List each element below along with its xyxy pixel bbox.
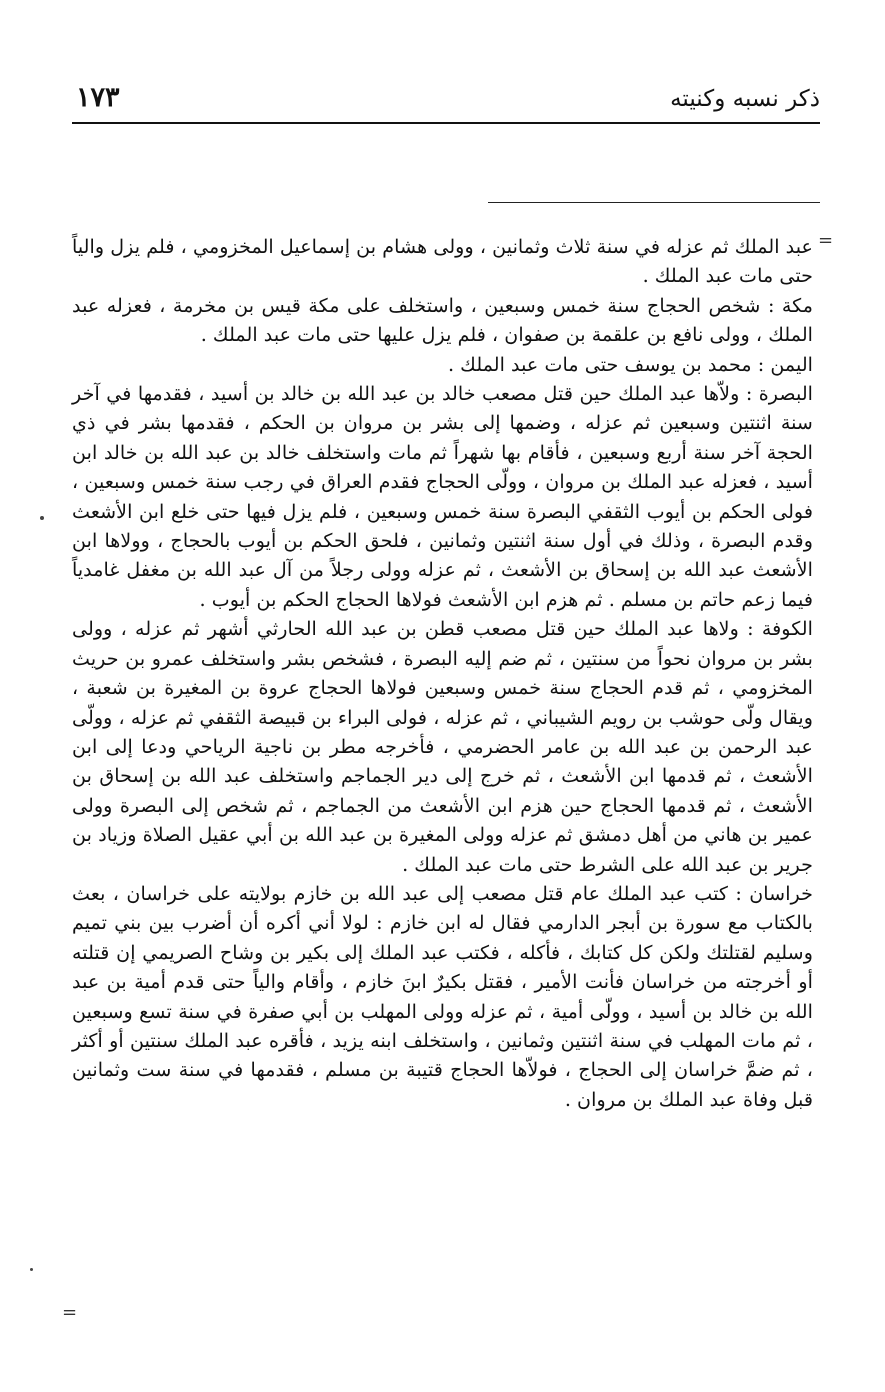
paragraph-label: الكوفة : — [747, 617, 813, 641]
paragraph-text: ولاّها عبد الملك حين قتل مصعب خالد بن عبد الله بن خالد بن أسيد ، فقدمها في آخر سنة اثنتين وسبعين ثم عزله ، وضمها إلى بشر بن مروان بن الحكم ، فقدمها بشر في ذي الحجة آخر سنة أربع وسبعين ، فأقام بها شهراً ثم مات واستخلف خالد بن عبد الله بن خالد ابن أسيد ، فعزله عبد الملك بن مروان ، وولّى الحجاج فقدم العراق في رجب سنة خمس وسبعين ، فولى الحكم بن أيوب الثقفي البصرة سنة خمس وسبعين ، فلم يزل فيها حتى خلع ابن الأشعث وقدم البصرة ، وذلك في أول سنة اثنتين وثمانين ، فلحق الحكم بن أيوب بالحجاج ، وولاها ابن الأشعث عبد الله بن إسحاق بن الأشعث ، ثم عزله وولى رجلاً من آل عبد الله بن مغفل غامدياً فيما زعم حاتم بن مسلم . ثم هزم ابن الأشعث فولاها الحجاج الحكم بن أيوب . — [72, 382, 813, 611]
continuation-mark: = — [818, 230, 834, 251]
paragraph-label: البصرة : — [745, 382, 813, 406]
paragraph-label: مكة : — [767, 293, 813, 317]
paragraph-text: ولاها عبد الملك حين قتل مصعب قطن بن عبد الله الحارثي أشهر ثم عزله ، وولى بشر بن مروان نحواً من سنتين ، ثم ضم إليه البصرة ، فشخص بشر واستخلف عمرو بن حريث المخزومي ، ثم قدم الحجاج سنة خمس وسبعين فولاها الحجاج عروة بن المغيرة بن شعبة ، ويقال ولّى حوشب بن رويم الشيباني ، ثم عزله ، فولى البراء بن قبيصة الثقفي ثم عزله ، وولّى عبد الرحمن بن عبد الله بن عامر الحضرمي ، فأخرجه مطر بن ناجية الرياحي ودعا إلى ابن الأشعث ، ثم قدمها ابن الأشعث ، ثم خرج إلى دير الجماجم واستخلف عبد الله بن إسحاق بن الأشعث ، ثم قدمها الحجاج حين هزم ابن الأشعث من الجماجم ، ثم شخص إلى البصرة وولى عمير بن هاني من أهل دمشق ثم عزله وولى المغيرة بن عبد الله بن أبي عقيل الصلاة وزياد بن جرير بن عبد الله على الشرط حتى مات عبد الملك . — [72, 617, 813, 876]
header-rule — [72, 122, 820, 124]
footnote-paragraph-mecca — [72, 291, 813, 350]
page-number: ١٧٣ — [76, 82, 120, 113]
footnote-paragraph-basra — [72, 379, 813, 614]
footnote-paragraph-kufa — [72, 614, 813, 879]
paragraph-label: اليمن : — [757, 352, 813, 376]
footnote-paragraph — [72, 232, 813, 291]
paragraph-text: كتب عبد الملك عام قتل مصعب إلى عبد الله بن خازم بولايته على خراسان ، بعث بالكتاب مع سورة بن أبجر الدارمي فقال له ابن خازم : لولا أني أكره أن أضرب بين بني تميم وسليم لقتلتك ولكن كل كتابك ، فأكله ، فكتب عبد الملك إلى بكير بن وشاح الصريمي إن قتلته أو أخرجته من خراسان فأنت الأمير ، فقتل بكيرٌ ابنَ خازم ، وأقام والياً حتى قدم أمية بن عبد الله بن خالد بن أسيد ، وولّى أمية ، ثم عزله وولى المهلب بن أبي صفرة في سنة تسع وسبعين ، ثم مات المهلب في سنة اثنتين وثمانين ، واستخلف ابنه يزيد ، فأقره عبد الملك سنتين أو أكثر ، ثم ضمَّ خراسان إلى الحجاج ، فولاّها الحجاج قتيبة بن مسلم ، فقدمها في سنة ست وثمانين قبل وفاة عبد الملك بن مروان . — [72, 881, 813, 1111]
paragraph-text: محمد بن يوسف حتى مات عبد الملك . — [447, 352, 758, 376]
paragraph-text: شخص الحجاج سنة خمس وسبعين ، واستخلف على مكة قيس بن مخرمة ، فعزله عبد الملك ، وولى نافع بن علقمة بن صفوان ، فلم يزل عليها حتى مات عبد الملك . — [72, 293, 813, 347]
scan-speck — [40, 516, 44, 520]
footnote-paragraph-yemen — [72, 350, 813, 379]
scan-speck — [30, 1268, 33, 1271]
footnote-body — [72, 232, 813, 1114]
footnote-rule — [488, 202, 820, 203]
running-title: ذكر نسبه وكنيته — [670, 86, 820, 112]
footnote-paragraph-khurasan — [72, 879, 813, 1114]
end-mark: = — [62, 1302, 78, 1323]
paragraph-label: خراسان : — [735, 881, 814, 905]
paragraph-text: عبد الملك ثم عزله في سنة ثلاث وثمانين ، وولى هشام بن إسماعيل المخزومي ، فلم يزل والياً حتى مات عبد الملك . — [72, 235, 813, 288]
page-header — [70, 78, 820, 122]
